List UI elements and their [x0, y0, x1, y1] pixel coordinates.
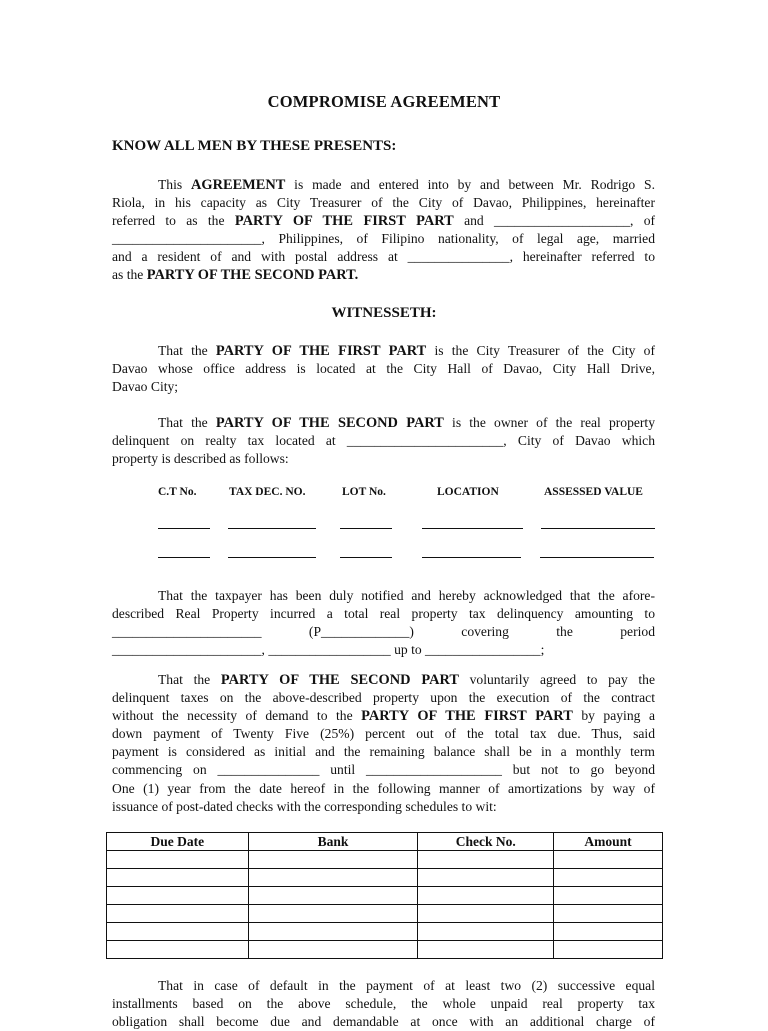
- first-party-paragraph: That the PARTY OF THE FIRST PART is the City Treasurer of the City of Davao whose office address is located at the City Hall of Davao, City Hall Drive, Davao City;: [112, 343, 655, 395]
- agreement-paragraph: This AGREEMENT is made and entered into by and between Mr. Rodrigo S. Riola, in his capacity as City Treasurer of the City of Davao, Philippines, hereinafter referred to as the PARTY OF THE FIRST PART and ____________________, of ______________________, Philippines, of Filipino nationality, of legal age, married and a resident of and with postal address at _______________, hereinafter referred to as the PARTY OF THE SECOND PART.: [112, 177, 656, 284]
- table-row: [107, 887, 663, 905]
- table-cell: [554, 851, 663, 869]
- table-cell: [107, 851, 249, 869]
- table-cell: [248, 851, 418, 869]
- table-cell: [107, 905, 249, 923]
- table-cell: [248, 869, 418, 887]
- second-party-paragraph: That the PARTY OF THE SECOND PART is the owner of the real property delinquent on realty tax located at _______________________, City of Davao which property is described as follows:: [112, 415, 655, 467]
- table-cell: [554, 923, 663, 941]
- table-cell: [248, 905, 418, 923]
- table-cell: [554, 905, 663, 923]
- blank-ct-no-1: [158, 528, 210, 529]
- property-header-lot-no: LOT No.: [342, 486, 386, 498]
- header-due-date: Due Date: [107, 833, 249, 851]
- property-header-location: LOCATION: [437, 486, 499, 498]
- table-cell: [554, 941, 663, 959]
- blank-tax-dec-1: [228, 528, 316, 529]
- delinquency-paragraph: That the taxpayer has been duly notified and hereby acknowledged that the afore- described Real Property incurred a total real property tax delinquency amounting to ______________________ (P_____________) covering the period ______________________, __________________ up to _________________;: [112, 588, 655, 658]
- blank-lot-no-1: [340, 528, 392, 529]
- property-header-assessed-value: ASSESSED VALUE: [544, 486, 643, 498]
- blank-assessed-value-2: [540, 557, 654, 558]
- blank-ct-no-2: [158, 557, 210, 558]
- header-amount: Amount: [554, 833, 663, 851]
- table-row: [107, 923, 663, 941]
- blank-location-2: [422, 557, 521, 558]
- table-cell: [248, 941, 418, 959]
- table-header-row: [107, 833, 663, 851]
- blank-location-1: [422, 528, 523, 529]
- table-cell: [248, 887, 418, 905]
- document-title: COMPROMISE AGREEMENT: [267, 92, 501, 111]
- table-row: [107, 869, 663, 887]
- table-row: [107, 941, 663, 959]
- table-cell: [418, 851, 554, 869]
- blank-tax-dec-2: [228, 557, 316, 558]
- payment-terms-paragraph: That the PARTY OF THE SECOND PART voluntarily agreed to pay the delinquent taxes on the above-described property upon the execution of the contract without the necessity of demand to the PARTY OF THE FIRST PART by paying a down payment of Twenty Five (25%) percent out of the total tax due. Thus, said payment is considered as initial and the remaining balance shall be in a monthly term commencing on _______________ until ____________________ but not to go beyond One (1) year from the date hereof in the following manner of amortizations by way of issuance of post-dated checks with the corresponding schedules to wit:: [112, 672, 655, 814]
- table-cell: [107, 923, 249, 941]
- blank-lot-no-2: [340, 557, 392, 558]
- table-cell: [554, 887, 663, 905]
- preamble-heading: KNOW ALL MEN BY THESE PRESENTS:: [112, 138, 397, 154]
- witnesseth-heading: WITNESSETH:: [331, 305, 437, 321]
- table-cell: [107, 941, 249, 959]
- header-bank: Bank: [248, 833, 418, 851]
- blank-assessed-value-1: [541, 528, 655, 529]
- table-row: [107, 905, 663, 923]
- table-cell: [554, 869, 663, 887]
- table-cell: [418, 923, 554, 941]
- property-header-ct-no: C.T No.: [158, 486, 197, 498]
- payment-schedule-table: [106, 832, 663, 959]
- table-cell: [107, 887, 249, 905]
- table-row: [107, 851, 663, 869]
- default-clause-paragraph: That in case of default in the payment of at least two (2) successive equal installments based on the above schedule, the whole unpaid real property tax obligation shall become due and demandable at once with an additional charge of: [112, 978, 655, 1030]
- property-header-tax-dec-no: TAX DEC. NO.: [229, 486, 306, 498]
- table-cell: [418, 869, 554, 887]
- table-cell: [418, 905, 554, 923]
- header-check-no: Check No.: [418, 833, 554, 851]
- table-cell: [248, 923, 418, 941]
- table-cell: [418, 941, 554, 959]
- table-cell: [107, 869, 249, 887]
- table-cell: [418, 887, 554, 905]
